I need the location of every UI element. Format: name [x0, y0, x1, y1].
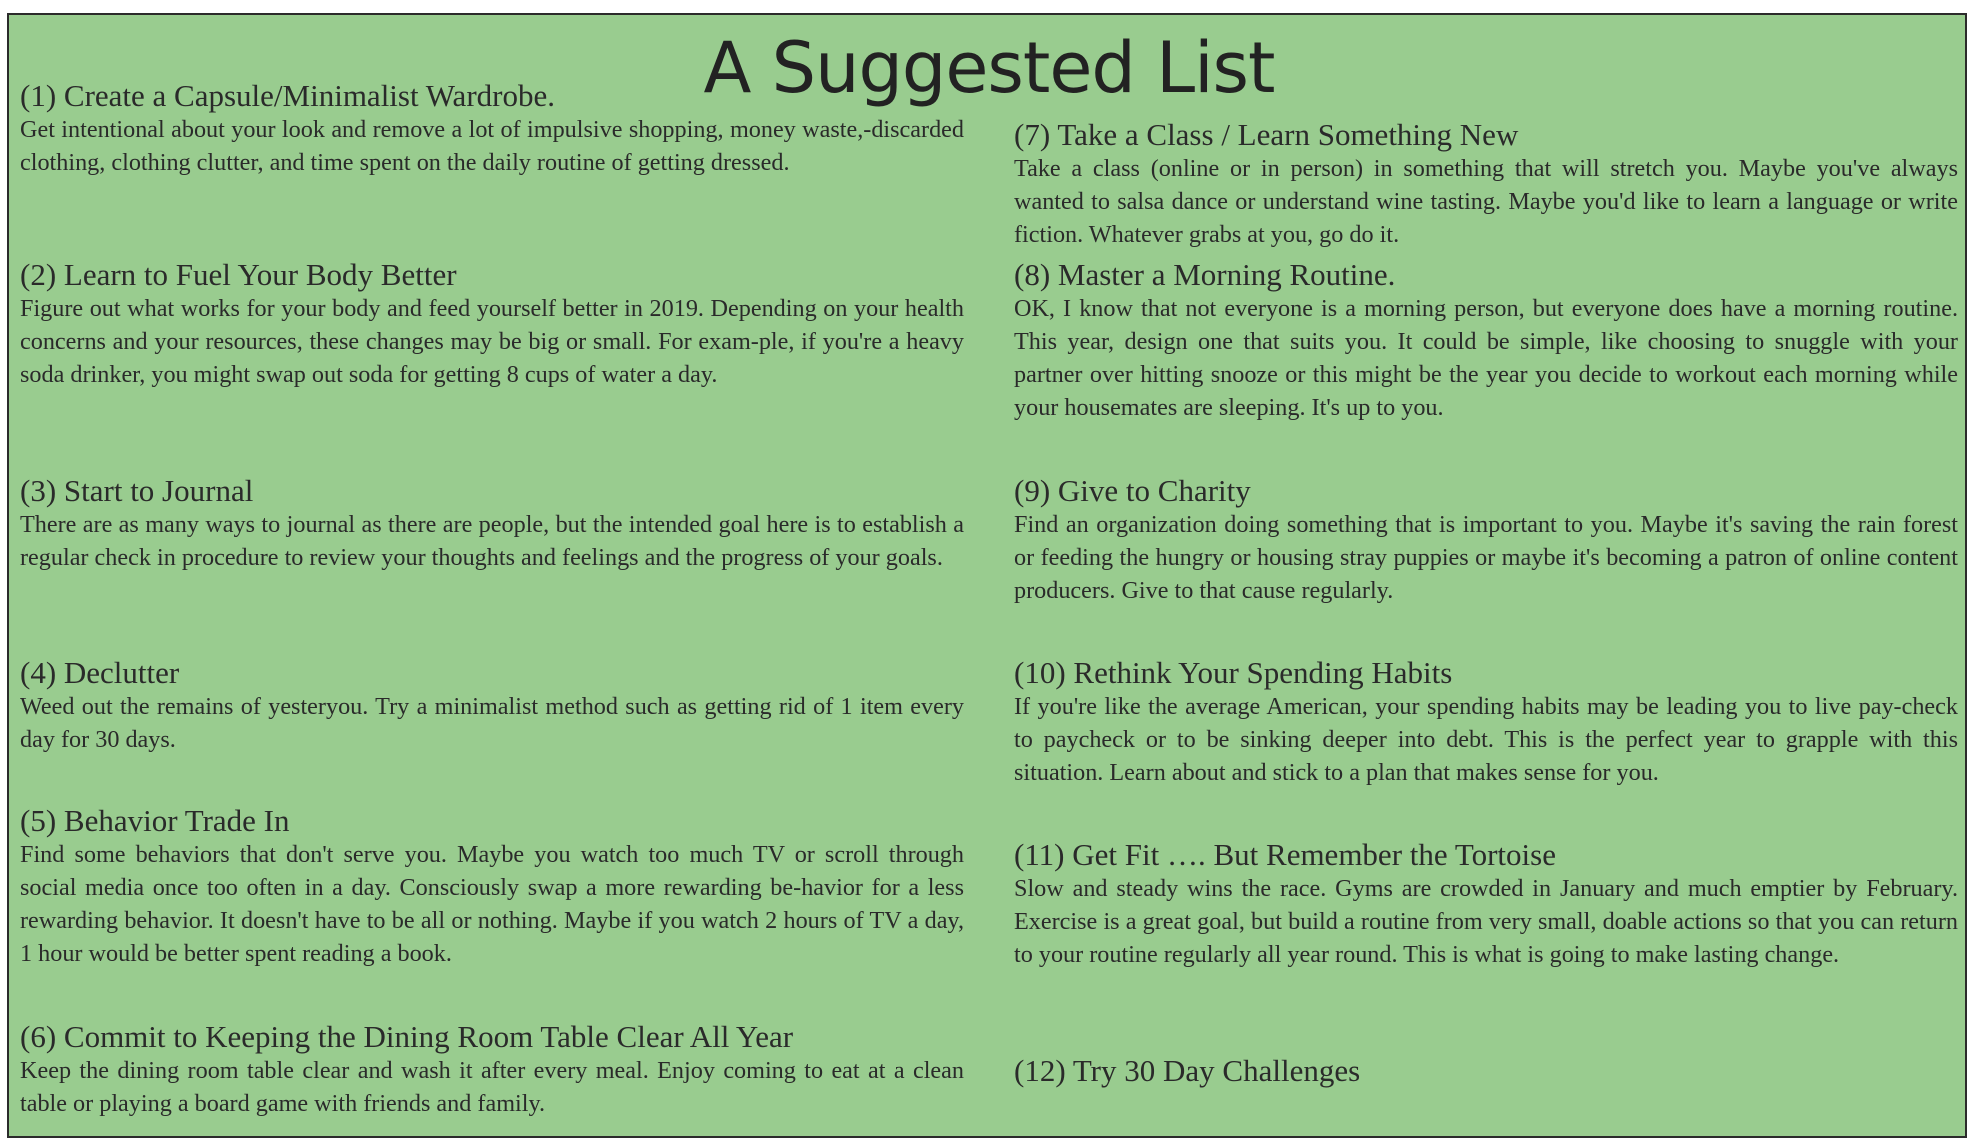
item-heading: (11) Get Fit …. But Remember the Tortoise	[1014, 837, 1556, 872]
item-body: Get intentional about your look and remove a lot of impulsive shopping, money waste,-discarded clothing, clothing clutter, and time spent on the daily routine of getting dressed.	[20, 116, 964, 176]
list-item-8	[1014, 258, 1958, 424]
item-body: OK, I know that not everyone is a morning person, but everyone does have a morning routine. This year, design one that suits you. It could be simple, like choosing to snuggle with your partner over hitting snooze or this might be the year you decide to workout each morning while your housemates are sleeping. It's up to you.	[1014, 295, 1958, 421]
item-body: Slow and steady wins the race. Gyms are crowded in January and much emptier by February. Exercise is a great goal, but build a routine from very small, doable actions so that you can return to your routine regularly all year round. This is what is going to make lasting change.	[1014, 875, 1958, 968]
item-heading: (12) Try 30 Day Challenges	[1014, 1053, 1361, 1088]
list-item-2	[20, 258, 964, 391]
item-heading: (8) Master a Morning Routine.	[1014, 257, 1396, 292]
item-heading: (7) Take a Class / Learn Something New	[1014, 117, 1519, 152]
item-heading: (3) Start to Journal	[20, 473, 254, 508]
page-title: A Suggested List	[703, 27, 1275, 109]
list-item-3	[20, 474, 964, 574]
item-heading: (10) Rethink Your Spending Habits	[1014, 655, 1453, 690]
item-heading: (2) Learn to Fuel Your Body Better	[20, 257, 457, 292]
list-item-6	[20, 1020, 964, 1120]
item-body: Find some behaviors that don't serve you. Maybe you watch too much TV or scroll through social media once too often in a day. Consciously swap a more rewarding be-havior for a less rewarding behavior. It doesn't have to be all or nothing. Maybe if you watch 2 hours of TV a day, 1 hour would be better spent reading a book.	[20, 841, 964, 967]
suggested-list-panel	[7, 13, 1967, 1138]
item-heading: (4) Declutter	[20, 655, 180, 690]
item-body: Keep the dining room table clear and wash it after every meal. Enjoy coming to eat at a clean table or playing a board game with friends and family.	[20, 1057, 964, 1117]
list-item-7	[1014, 118, 1958, 251]
item-heading: (1) Create a Capsule/Minimalist Wardrobe.	[20, 78, 555, 113]
item-body: Find an organization doing something that is important to you. Maybe it's saving the rain forest or feeding the hungry or housing stray puppies or maybe it's becoming a patron of online content producers. Give to that cause regularly.	[1014, 511, 1958, 604]
item-body: There are as many ways to journal as there are people, but the intended goal here is to establish a regular check in procedure to review your thoughts and feelings and the progress of your goals.	[20, 511, 964, 571]
list-item-10	[1014, 656, 1958, 789]
list-item-4	[20, 656, 964, 756]
item-body: If you're like the average American, your spending habits may be leading you to live pay-check to paycheck or to be sinking deeper into debt. This is the perfect year to grapple with this situation. Learn about and stick to a plan that makes sense for you.	[1014, 693, 1958, 786]
list-item-11	[1014, 838, 1958, 971]
item-heading: (9) Give to Charity	[1014, 473, 1251, 508]
list-item-12	[1014, 1054, 1958, 1088]
item-heading: (5) Behavior Trade In	[20, 803, 290, 838]
list-item-1	[20, 79, 964, 179]
item-body: Take a class (online or in person) in something that will stretch you. Maybe you've always wanted to salsa dance or understand wine tasting. Maybe you'd like to learn a language or write fiction. Whatever grabs at you, go do it.	[1014, 155, 1958, 248]
list-item-5	[20, 804, 964, 970]
item-body: Weed out the remains of yesteryou. Try a minimalist method such as getting rid of 1 item every day for 30 days.	[20, 693, 964, 753]
list-item-9	[1014, 474, 1958, 607]
item-body: Figure out what works for your body and feed yourself better in 2019. Depending on your health concerns and your resources, these changes may be big or small. For exam-ple, if you're a heavy soda drinker, you might swap out soda for getting 8 cups of water a day.	[20, 295, 964, 388]
item-heading: (6) Commit to Keeping the Dining Room Table Clear All Year	[20, 1019, 794, 1054]
